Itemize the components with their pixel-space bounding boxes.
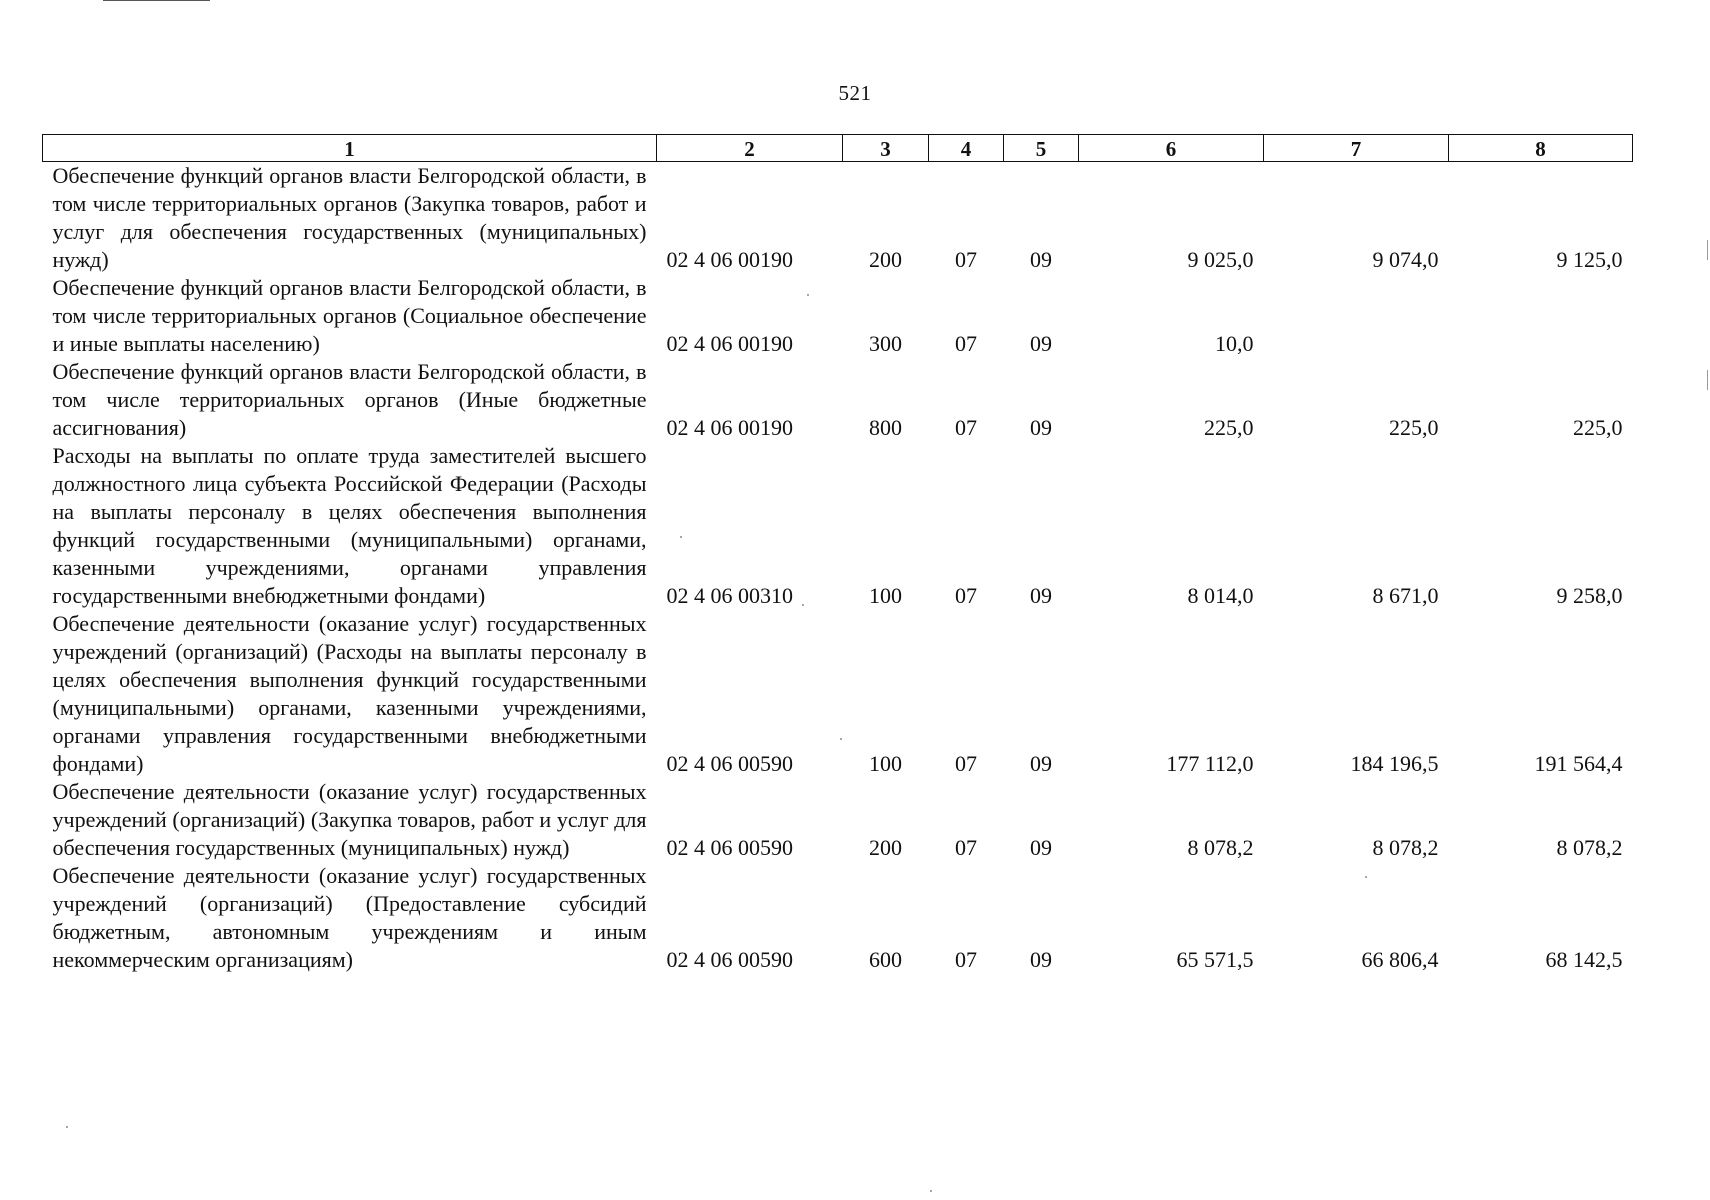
cell-amount-6: 8 078,2 [1187,835,1254,860]
scan-speck [840,738,842,740]
table-row [43,778,1633,862]
cell-amount-7: 184 196,5 [1350,751,1439,776]
cell-amount-7: 8 078,2 [1372,835,1439,860]
cell-section: 07 [955,947,977,972]
table-row [43,274,1633,358]
header-cell-6: 6 [1079,135,1264,162]
cell-section: 07 [955,247,977,272]
cell-amount-6: 225,0 [1204,415,1254,440]
scan-speck [930,1190,932,1192]
cell-subsection: 09 [1030,751,1052,776]
cell-subsection: 09 [1030,247,1052,272]
cell-name: Обеспечение функций органов власти Белгородской области, в том числе территориальных органов (Закупка товаров, работ и услуг для обеспечения государственных (муниципальных) нужд) [52,163,647,272]
cell-target-code: 02 4 06 00190 [666,415,793,440]
table-row [43,162,1633,275]
cell-amount-6: 9 025,0 [1187,247,1254,272]
cell-expense-type: 100 [869,583,902,608]
scan-speck [807,294,809,296]
cell-amount-6: 8 014,0 [1187,583,1254,608]
top-scan-rule [103,0,210,1]
cell-amount-8: 225,0 [1573,415,1623,440]
cell-amount-6: 10,0 [1215,331,1254,356]
cell-section: 07 [955,331,977,356]
cell-section: 07 [955,751,977,776]
table-row [43,862,1633,974]
cell-subsection: 09 [1030,583,1052,608]
cell-expense-type: 800 [869,415,902,440]
scan-edge-mark [1707,240,1708,260]
cell-subsection: 09 [1030,415,1052,440]
budget-table [42,134,1633,974]
cell-subsection: 09 [1030,947,1052,972]
cell-target-code: 02 4 06 00590 [666,835,793,860]
header-cell-8: 8 [1449,135,1633,162]
cell-amount-7: 225,0 [1389,415,1439,440]
cell-target-code: 02 4 06 00190 [666,331,793,356]
cell-name: Расходы на выплаты по оплате труда заместителей высшего должностного лица субъекта Российской Федерации (Расходы на выплаты персоналу в целях обеспечения выполнения функций государственными (муниципальными) органами, казенными учреждениями, органами управления государственными внебюджетными фондами) [52,443,647,608]
cell-expense-type: 200 [869,247,902,272]
cell-section: 07 [955,415,977,440]
header-cell-3: 3 [843,135,929,162]
cell-amount-6: 65 571,5 [1176,947,1254,972]
cell-section: 07 [955,835,977,860]
table-row [43,358,1633,442]
cell-target-code: 02 4 06 00590 [666,947,793,972]
cell-amount-7 [1264,274,1449,358]
scan-speck [1365,876,1367,878]
cell-name: Обеспечение деятельности (оказание услуг) государственных учреждений (организаций) (Предоставление субсидий бюджетным, автономным учреждениям и иным некоммерческим организациям) [52,863,647,972]
table-row [43,610,1633,778]
cell-amount-8: 8 078,2 [1556,835,1623,860]
cell-target-code: 02 4 06 00590 [666,751,793,776]
cell-amount-7: 66 806,4 [1361,947,1439,972]
header-cell-5: 5 [1004,135,1079,162]
cell-name: Обеспечение функций органов власти Белгородской области, в том числе территориальных органов (Иные бюджетные ассигнования) [52,359,647,440]
cell-subsection: 09 [1030,331,1052,356]
cell-target-code: 02 4 06 00310 [666,583,793,608]
scan-edge-mark [1707,370,1708,390]
cell-amount-6: 177 112,0 [1166,751,1254,776]
page-number: 521 [838,81,872,105]
table-header [43,135,1633,162]
header-cell-1: 1 [43,135,657,162]
cell-subsection: 09 [1030,835,1052,860]
table-body [43,162,1633,975]
cell-amount-8: 9 125,0 [1556,247,1623,272]
cell-expense-type: 300 [869,331,902,356]
cell-amount-8: 68 142,5 [1545,947,1623,972]
header-row [43,135,1633,162]
cell-amount-8 [1449,274,1633,358]
cell-name: Обеспечение функций органов власти Белгородской области, в том числе территориальных органов (Социальное обеспечение и иные выплаты населению) [52,275,647,356]
header-cell-2: 2 [657,135,843,162]
cell-expense-type: 100 [869,751,902,776]
cell-amount-7: 8 671,0 [1372,583,1439,608]
header-cell-4: 4 [929,135,1004,162]
scan-speck [66,1126,68,1128]
cell-expense-type: 200 [869,835,902,860]
scan-speck [802,604,804,606]
table-row [43,442,1633,610]
scan-speck [680,536,682,538]
cell-amount-7: 9 074,0 [1372,247,1439,272]
header-cell-7: 7 [1264,135,1449,162]
cell-expense-type: 600 [869,947,902,972]
cell-section: 07 [955,583,977,608]
cell-amount-8: 191 564,4 [1534,751,1623,776]
cell-amount-8: 9 258,0 [1556,583,1623,608]
cell-target-code: 02 4 06 00190 [666,247,793,272]
cell-name: Обеспечение деятельности (оказание услуг) государственных учреждений (организаций) (Расходы на выплаты персоналу в целях обеспечения выполнения функций государственными (муниципальными) органами, казенными учреждениями, органами управления государственными внебюджетными фондами) [52,611,647,776]
cell-name: Обеспечение деятельности (оказание услуг) государственных учреждений (организаций) (Закупка товаров, работ и услуг для обеспечения государственных (муниципальных) нужд) [52,779,647,860]
